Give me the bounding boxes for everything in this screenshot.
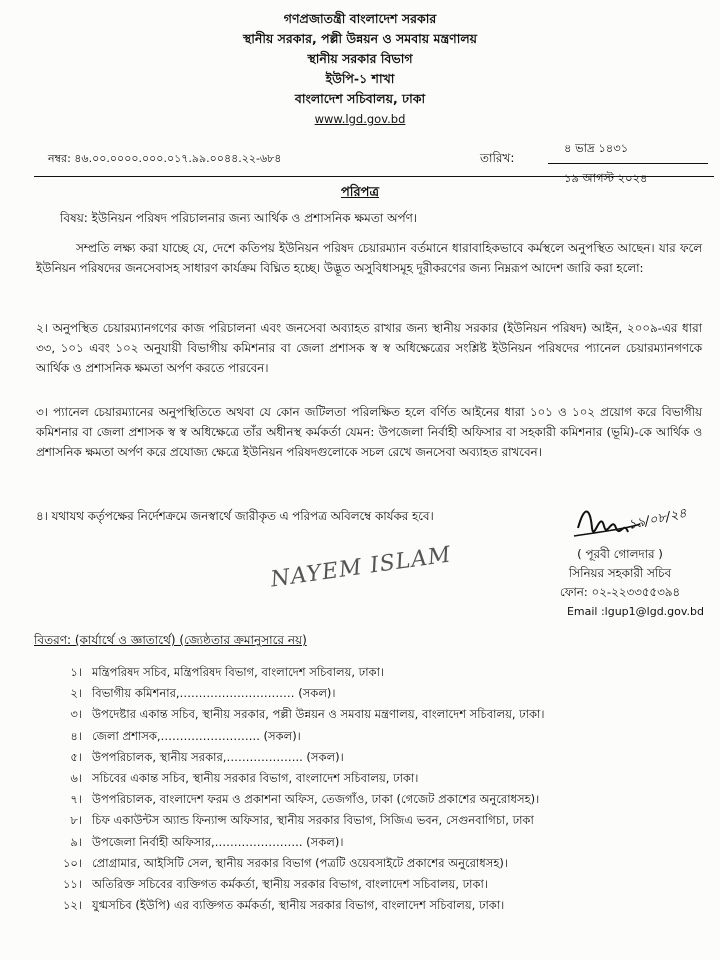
signatory-name: ( পূরবী গোলদার )	[577, 547, 663, 561]
list-item-text: জেলা প্রশাসক,…………………….. (সকল)।	[92, 728, 301, 743]
divider	[34, 176, 714, 177]
list-item-number: ৬।	[70, 770, 82, 785]
list-item	[34, 810, 714, 831]
header-line-3: স্থানীয় সরকার বিভাগ	[307, 51, 413, 66]
paragraph-3: ৩। প্যানেল চেয়ারম্যানের অনুপস্থিতিতে অথবা যে কোন জটিলতা পরিলক্ষিত হলে বর্ণিত আইনের ধারা ১০১ ও ১০২ প্রয়োগ করে বিভাগীয় কমিশনার বা জেলা প্রশাসক স্ব স্ব অধিক্ষেত্রে তাঁর অধীনস্থ কর্মকর্তা যেমন: উপজেলা নির্বাহী অফিসার বা সহকারী কমিশনার (ভূমি)-কে আর্থিক ও প্রশাসনিক ক্ষমতা অর্পণ করে প্রযোজ্য ক্ষেত্রে ইউনিয়ন পরিষদগুলোকে সচল রেখে জনসেবা অব্যাহত রাখবেন।	[36, 405, 702, 459]
list-item-text: উপদেষ্টার একান্ত সচিব, স্থানীয় সরকার, পল্লী উন্নয়ন ও সমবায় মন্ত্রণালয়, বাংলাদেশ সচিবালয়, ঢাকা।	[92, 707, 545, 722]
signatory-block	[530, 545, 710, 621]
list-item-number: ১।	[70, 665, 82, 679]
list-item	[34, 683, 714, 704]
header-line-1: গণপ্রজাতন্ত্রী বাংলাদেশ সরকার	[283, 11, 437, 26]
list-item-number: ৮।	[70, 813, 82, 828]
list-item-number: ৫।	[70, 749, 82, 764]
memo-number: নম্বর: ৪৬.০০.০০০০.০০০.০১৭.৯৯.০০৪৪.২২-৬৮৪	[48, 152, 282, 165]
list-item-number: ২।	[70, 686, 82, 701]
list-item-text: প্রোগ্রামার, আইসিটি সেল, স্থানীয় সরকার বিভাগ (পত্রটি ওয়েবসাইটে প্রকাশের অনুরোধসহ)।	[92, 855, 508, 870]
date-label: তারিখ:	[480, 151, 515, 165]
list-item-number: ৪।	[70, 728, 82, 743]
list-item	[34, 789, 714, 810]
list-item	[34, 747, 714, 768]
signatory-phone: ফোন: ০২-২২৩৩৫৫৩৯৪	[559, 585, 681, 599]
list-item-text: মন্ত্রিপরিষদ সচিব, মন্ত্রিপরিষদ বিভাগ, বাংলাদেশ সচিবালয়, ঢাকা।	[92, 665, 385, 679]
list-item-text: উপপরিচালক, বাংলাদেশ ফরম ও প্রকাশনা অফিস, তেজগাঁও, ঢাকা (গেজেট প্রকাশের অনুরোধসহ)।	[92, 792, 540, 807]
list-item	[34, 895, 714, 916]
paragraph-intro: সম্প্রতি লক্ষ্য করা যাচ্ছে যে, দেশে কতিপয় ইউনিয়ন পরিষদ চেয়ারম্যান বর্তমানে ধারাবাহিকভাবে কর্মস্থলে অনুপস্থিত আছেন। যার ফলে ইউনিয়ন পরিষদের জনসেবাসহ সাধারণ কার্যক্রম বিঘ্নিত হচ্ছে। উদ্ভূত অসুবিধাসমূহ দূরীকরণের জন্য নিম্নরূপ আদেশ জারি করা হলো:	[36, 241, 702, 275]
list-item-number: ৯।	[70, 834, 82, 849]
list-item-number: ৩।	[70, 707, 82, 722]
list-item-text: সচিবের একান্ত সচিব, স্থানীয় সরকার বিভাগ, বাংলাদেশ সচিবালয়, ঢাকা।	[92, 770, 419, 785]
signatory-email[interactable]: Email :lgup1@lgd.gov.bd	[566, 605, 704, 618]
list-item-number: ১০।	[62, 855, 82, 870]
list-item-number: ১১।	[62, 876, 82, 891]
list-item	[34, 726, 714, 747]
website-link[interactable]: www.lgd.gov.bd	[314, 112, 406, 126]
document-title: পরিপত্র	[340, 185, 380, 200]
header-line-2: স্থানীয় সরকার, পল্লী উন্নয়ন ও সমবায় মন্ত্রণালয়	[242, 31, 477, 46]
list-item	[34, 704, 714, 725]
list-item	[34, 832, 714, 853]
list-item-text: চিফ একাউন্টস অ্যান্ড ফিন্যান্স অফিসার, স্থানীয় সরকার বিভাগ, সিজিএ ভবন, সেগুনবাগিচা, ঢাকা	[92, 813, 534, 828]
list-item-number: ৭।	[70, 792, 82, 807]
distribution-list	[34, 662, 714, 916]
list-item	[34, 662, 714, 683]
signature-date: ১৯/০৮/২৪	[626, 506, 689, 534]
list-item	[34, 853, 714, 874]
list-item-text: উপজেলা নির্বাহী অফিসার,………………….. (সকল)।	[92, 834, 344, 849]
list-item-number: ১২।	[62, 898, 82, 913]
list-item-text: যুগ্মসচিব (ইউপি) এর ব্যক্তিগত কর্মকর্তা, স্থানীয় সরকার বিভাগ, বাংলাদেশ সচিবালয়, ঢাকা।	[92, 898, 505, 913]
distribution-title: বিতরণ: (কার্যার্থে ও জ্ঞাতার্থে) (জ্যেষ্ঠতার ক্রমানুসারে নয়)	[34, 633, 307, 647]
subject-line: বিষয়: ইউনিয়ন পরিষদ পরিচালনার জন্য আর্থিক ও প্রশাসনিক ক্ষমতা অর্পণ।	[60, 211, 418, 225]
signatory-designation: সিনিয়র সহকারী সচিব	[568, 566, 672, 580]
list-item	[34, 874, 714, 895]
list-item-text: বিভাগীয় কমিশনার,………………………… (সকল)।	[92, 686, 336, 701]
paragraph-2: ২। অনুপস্থিত চেয়ারম্যানগণের কাজ পরিচালনা এবং জনসেবা অব্যাহত রাখার জন্য স্থানীয় সরকার (ইউনিয়ন পরিষদ) আইন, ২০০৯-এর ধারা ৩৩, ১০১ এবং ১০২ অনুযায়ী বিভাগীয় কমিশনার বা জেলা প্রশাসক স্ব স্ব অধিক্ষেত্রের সংশ্লিষ্ট ইউনিয়ন পরিষদের প্যানেল চেয়ারম্যানগণকে আর্থিক ও প্রশাসনিক ক্ষমতা অর্পণ করতে পারবেন।	[36, 321, 703, 375]
date-box	[548, 140, 708, 189]
date-gregorian: ১৯ আগস্ট ২০২৪	[564, 171, 648, 185]
watermark-text: NAYEM ISLAM	[269, 542, 453, 593]
list-item	[34, 768, 714, 789]
list-item-text: উপপরিচালক, স্থানীয় সরকার,……………….. (সকল)।	[92, 749, 344, 764]
header-line-4: ইউপি-১ শাখা	[325, 71, 395, 86]
date-bangla: ৪ ভাদ্র ১৪৩১	[548, 140, 708, 164]
header-line-5: বাংলাদেশ সচিবালয়, ঢাকা	[294, 91, 426, 106]
list-item-text: অতিরিক্ত সচিবের ব্যক্তিগত কর্মকর্তা, স্থানীয় সরকার বিভাগ, বাংলাদেশ সচিবালয়, ঢাকা।	[92, 876, 488, 891]
paragraph-4: ৪। যথাযথ কর্তৃপক্ষের নির্দেশক্রমে জনস্বার্থে জারীকৃত এ পরিপত্র অবিলম্বে কার্যকর হবে।	[36, 509, 434, 523]
